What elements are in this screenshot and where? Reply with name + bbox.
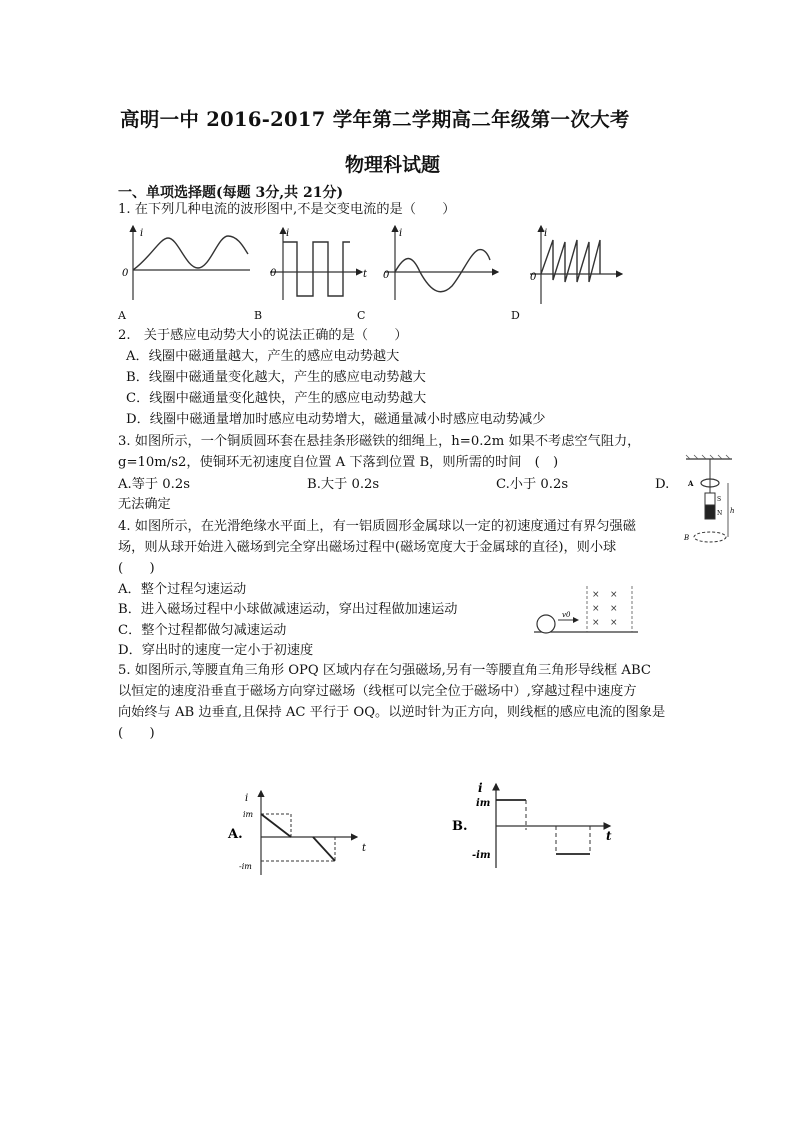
svg-text:×: × xyxy=(610,618,618,628)
q1a-axis-i: i xyxy=(140,228,144,239)
q3-fig-label-b: B xyxy=(684,534,690,542)
q2-option-c: C．线圈中磁通量变化越快，产生的感应电动势越大 xyxy=(126,391,427,406)
svg-text:×: × xyxy=(610,590,618,600)
q5b-axis-t: t xyxy=(606,829,612,843)
q4-line3: ( ) xyxy=(118,561,155,576)
q1-label-c: C xyxy=(357,309,366,322)
q5-line1: 5. 如图所示,等腰直角三角形 OPQ 区域内存在匀强磁场,另有一等腰直角三角形导线框 ABC xyxy=(118,663,651,678)
q5a-im: im xyxy=(243,810,254,819)
page-subtitle: 物理科试题 xyxy=(345,154,441,176)
svg-text:×: × xyxy=(592,590,600,600)
q1b-origin: 0 xyxy=(270,268,277,279)
q3-option-b: B.大于 0.2s xyxy=(307,477,380,492)
svg-text:×: × xyxy=(592,618,600,628)
q3-magnet-figure xyxy=(682,455,742,545)
q1c-origin: 0 xyxy=(383,270,390,281)
q1b-axis-t: t xyxy=(363,269,368,280)
q5-graph-b xyxy=(450,778,630,873)
q3-fig-label-s: S xyxy=(717,496,722,503)
q3-line2: g=10m/s2，使铜环无初速度自位置 A 下落到位置 B，则所需的时间 ( ) xyxy=(118,455,559,470)
q5b-axis-i: i xyxy=(478,781,483,795)
q4-option-b: B．进入磁场过程中小球做减速运动，穿出过程做加速运动 xyxy=(118,602,458,617)
q5a-axis-t: t xyxy=(362,843,367,854)
q5-line2: 以恒定的速度沿垂直于磁场方向穿过磁场（线框可以完全位于磁场中）,穿越过程中速度方 xyxy=(118,684,637,699)
q2-option-b: B．线圈中磁通量变化越大，产生的感应电动势越大 xyxy=(126,370,426,385)
q2-option-a: A．线圈中磁通量越大，产生的感应电动势越大 xyxy=(126,349,400,364)
q4-fig-label-v0: v0 xyxy=(562,611,571,619)
q1-stem: 1. 在下列几种电流的波形图中,不是交变电流的是（ ） xyxy=(118,202,456,217)
svg-text:×: × xyxy=(610,604,618,614)
q5-line4: ( ) xyxy=(118,726,155,741)
q4-field-figure xyxy=(530,580,650,640)
q5-line3: 向始终与 AB 边垂直,且保持 AC 平行于 OQ。以逆时针为正方向，则线框的感应电流的图象是 xyxy=(118,705,666,720)
q1d-origin: 0 xyxy=(530,272,537,283)
q1-label-d: D xyxy=(511,309,520,322)
q4-option-c: C．整个过程都做匀减速运动 xyxy=(118,623,287,638)
svg-text:×: × xyxy=(592,604,600,614)
q5a-label: A. xyxy=(228,827,243,842)
q1-label-a: A xyxy=(118,309,126,322)
q4-line1: 4. 如图所示，在光滑绝缘水平面上，有一铝质圆形金属球以一定的初速度通过有界匀强磁 xyxy=(118,519,636,534)
q1a-origin: 0 xyxy=(122,268,129,279)
q4-line2: 场，则从球开始进入磁场到完全穿出磁场过程中(磁场宽度大于金属球的直径)，则小球 xyxy=(118,540,617,555)
q2-stem: 2. 关于感应电动势大小的说法正确的是（ ） xyxy=(118,328,408,343)
q3-fig-label-h: h xyxy=(730,507,735,515)
q3-fig-label-n: N xyxy=(717,510,723,517)
q2-option-d: D．线圈中磁通量增加时感应电动势增大，磁通量减小时感应电动势减少 xyxy=(126,412,546,427)
q3-line1: 3. 如图所示，一个铜质圆环套在悬挂条形磁铁的细绳上，h=0.2m 如果不考虑空气阻力， xyxy=(118,434,641,449)
q1-waveforms xyxy=(0,220,794,340)
q3-option-d-letter: D. xyxy=(655,477,670,492)
q5a-neg-im: -im xyxy=(239,862,252,871)
waveform-b xyxy=(270,228,362,300)
q4-option-d: D．穿出时的速度一定小于初速度 xyxy=(118,643,314,658)
q3-fig-label-a: A xyxy=(688,479,694,488)
q4-option-a: A．整个过程匀速运动 xyxy=(118,582,247,597)
q1c-axis-i: i xyxy=(399,228,403,239)
q5b-label: B. xyxy=(452,819,468,834)
q3-option-a: A.等于 0.2s xyxy=(118,477,191,492)
page-title: 高明一中 2016-2017 学年第二学期高二年级第一次大考 xyxy=(120,108,630,131)
q3-option-c: C.小于 0.2s xyxy=(496,477,569,492)
q1b-axis-i: i xyxy=(286,228,290,239)
q5b-im: im xyxy=(476,798,491,809)
q5b-neg-im: -im xyxy=(472,850,491,861)
q5a-axis-i: i xyxy=(245,793,249,804)
section-heading: 一、单项选择题(每题 3分,共 21分) xyxy=(118,185,344,201)
q1-label-b: B xyxy=(254,309,263,322)
waveform-a xyxy=(133,226,250,300)
q3-option-d-text: 无法确定 xyxy=(118,497,171,512)
q1d-axis-i: i xyxy=(544,228,548,239)
q5-graph-a xyxy=(225,785,385,885)
